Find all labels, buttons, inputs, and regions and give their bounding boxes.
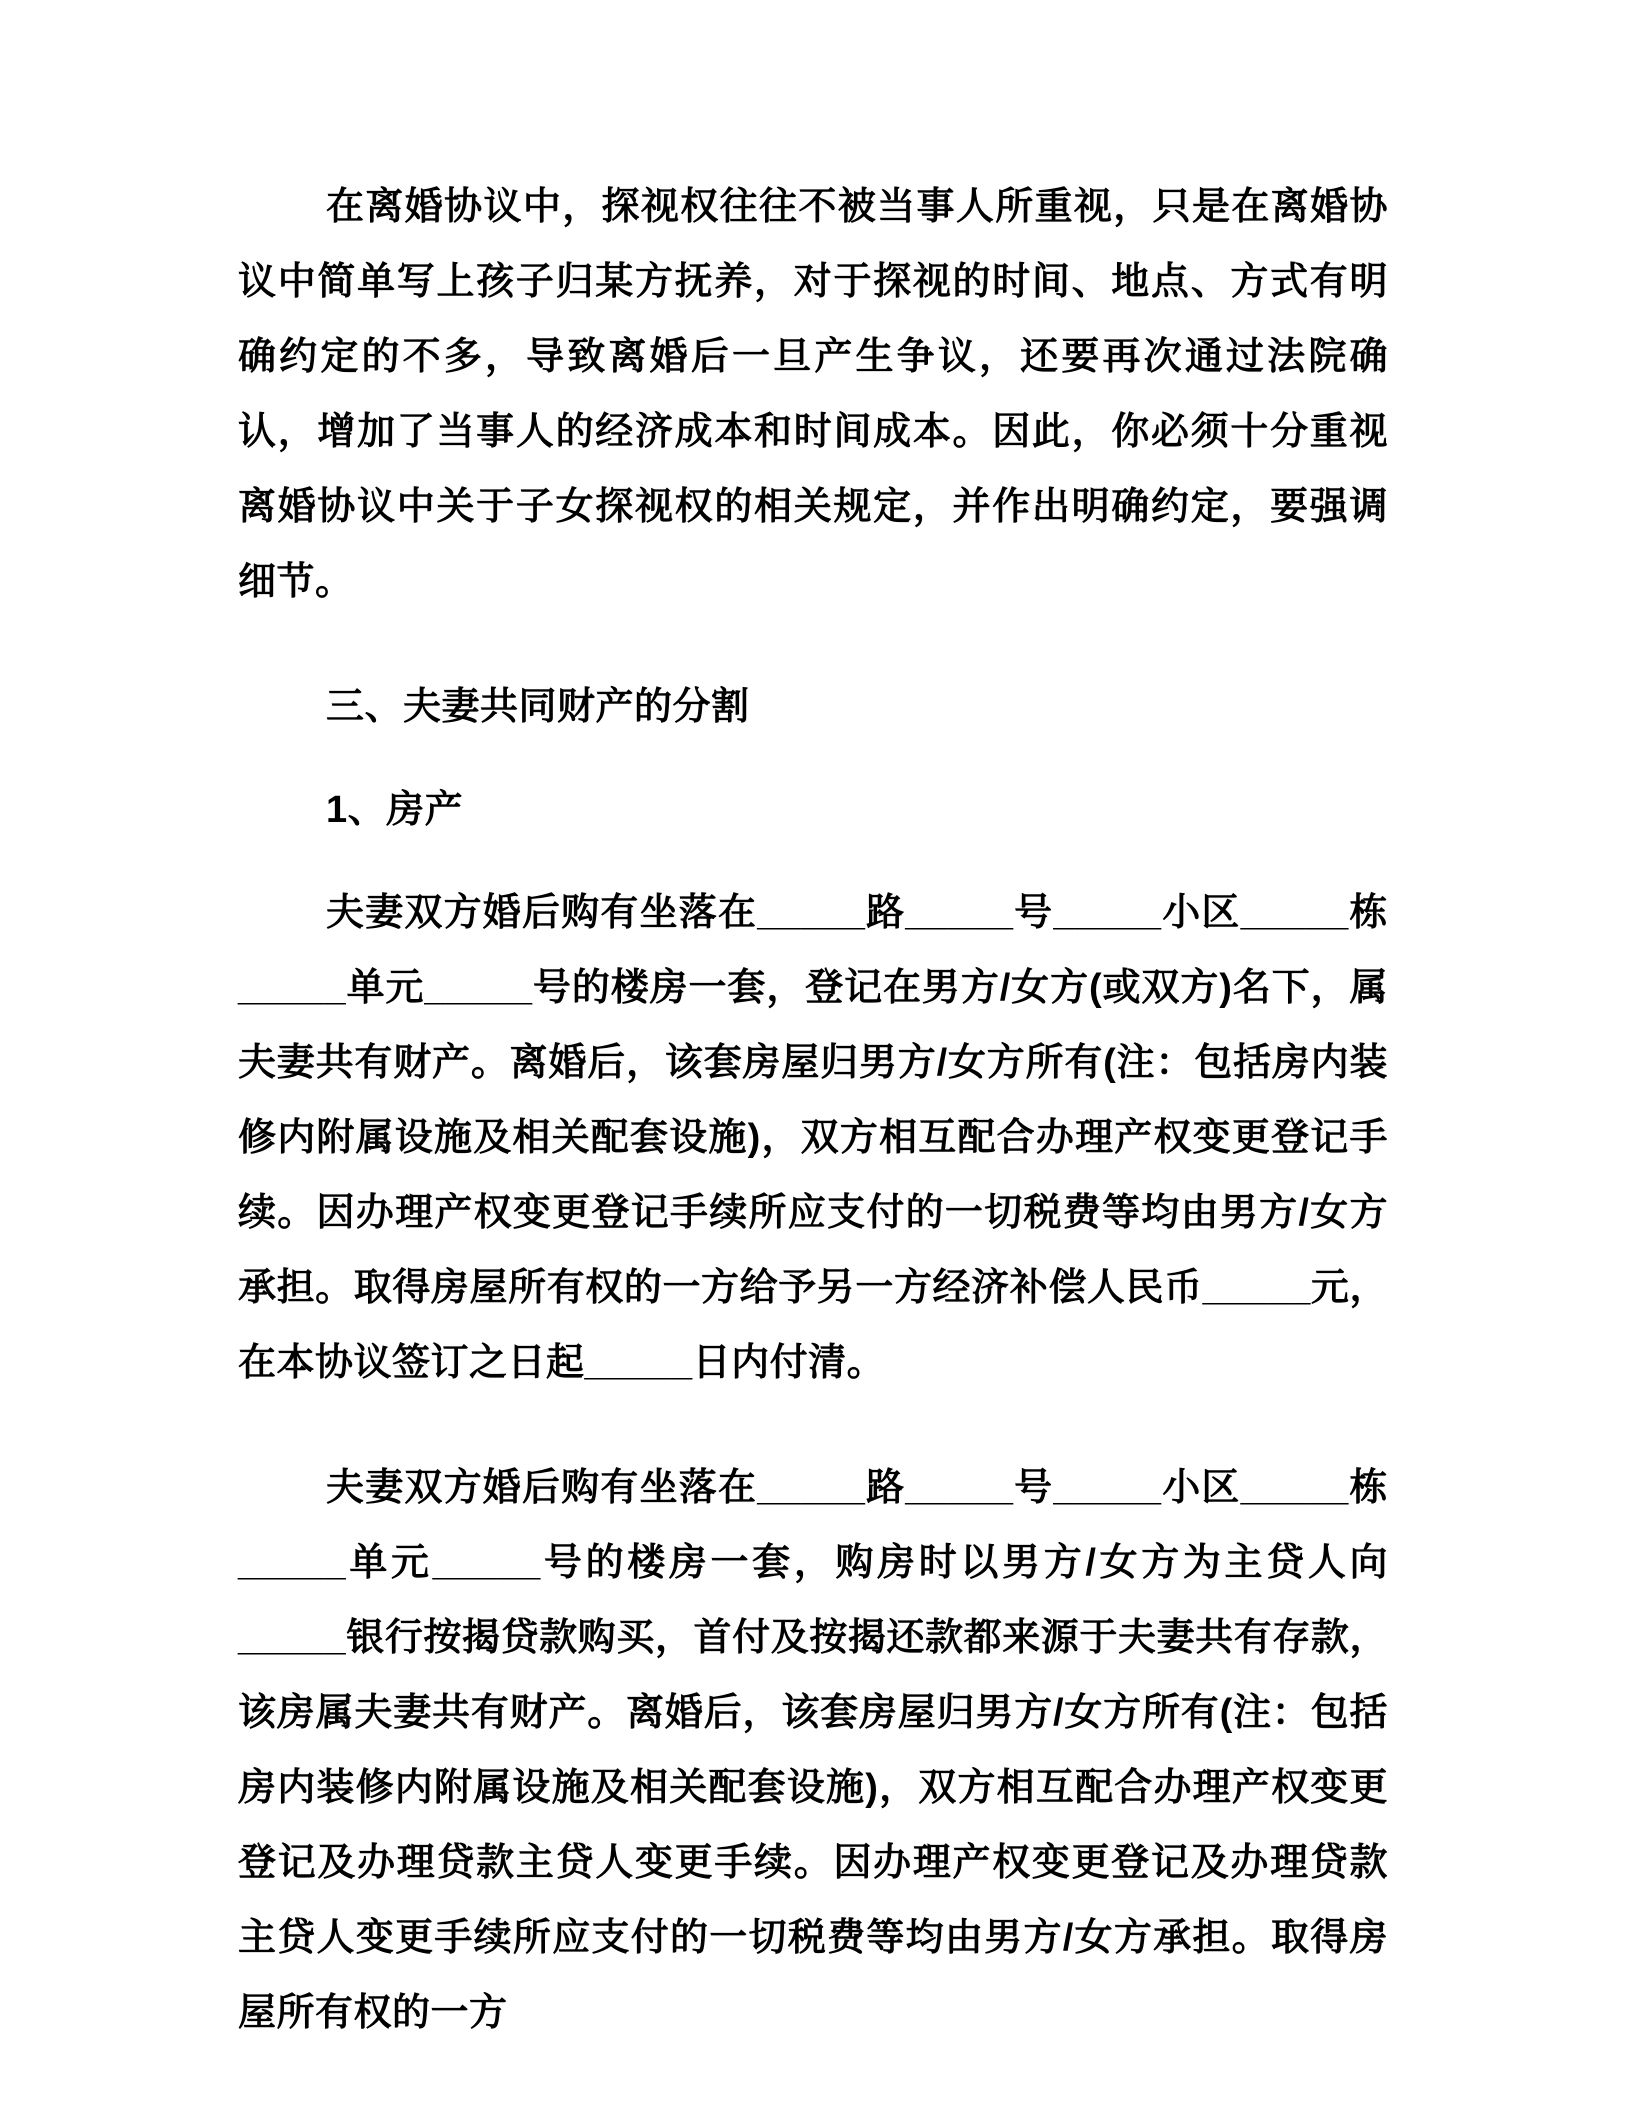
intro-paragraph: 在离婚协议中，探视权往往不被当事人所重视，只是在离婚协议中简单写上孩子归某方抚养，对于探视的时间、地点、方式有明确约定的不多，导致离婚后一旦产生争议，还要再次通过法院确认，增加了当事人的经济成本和时间成本。因此，你必须十分重视离婚协议中关于子女探视权的相关规定，并作出明确约定，要强调细节。 [238,186,1388,603]
subsection-heading: 1、房产 [326,789,464,831]
property-clause-2: 夫妻双方婚后购有坐落在_____路_____号_____小区_____栋_____单元_____号的楼房一套，购房时以男方/女方为主贷人向_____银行按揭贷款购买，首付及按揭还款都来源于夫妻共有存款，该房属夫妻共有财产。离婚后，该套房屋归男方/女方所有(注：包括房内装修内附属设施及相关配套设施)，双方相互配合办理产权变更登记及办理贷款主贷人变更手续。因办理产权变更登记及办理贷款主贷人变更手续所应支付的一切税费等均由男方/女方承担。取得房屋所有权的一方 [238,1467,1388,2034]
section-heading: 三、夫妻共同财产的分割 [326,686,750,728]
property-clause-1: 夫妻双方婚后购有坐落在_____路_____号_____小区_____栋_____单元_____号的楼房一套，登记在男方/女方(或双方)名下，属夫妻共有财产。离婚后，该套房屋归男方/女方所有(注：包括房内装修内附属设施及相关配套设施)，双方相互配合办理产权变更登记手续。因办理产权变更登记手续所应支付的一切税费等均由男方/女方承担。取得房屋所有权的一方给予另一方经济补偿人民币_____元，在本协议签订之日起_____日内付清。 [238,892,1388,1384]
